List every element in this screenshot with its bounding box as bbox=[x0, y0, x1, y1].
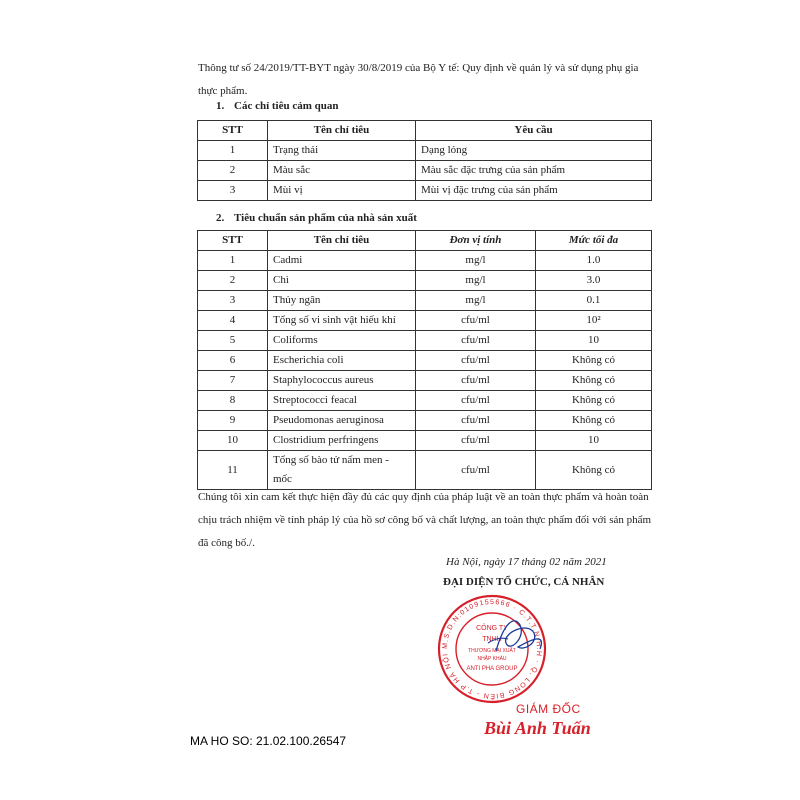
table-cell: 2 bbox=[198, 271, 268, 291]
table-cell: Tổng số vi sinh vật hiếu khí bbox=[268, 311, 416, 331]
table-cell: 10 bbox=[536, 431, 652, 451]
table-cell: 1 bbox=[198, 141, 268, 161]
table-row bbox=[198, 271, 652, 291]
table-cell: Clostridium perfringens bbox=[268, 431, 416, 451]
table-cell: Màu sắc bbox=[268, 161, 416, 181]
table-cell: Không có bbox=[536, 371, 652, 391]
sensory-table bbox=[197, 120, 652, 201]
table-cell: Staphylococcus aureus bbox=[268, 371, 416, 391]
table-cell: Không có bbox=[536, 351, 652, 371]
table-cell: cfu/ml bbox=[416, 371, 536, 391]
table-cell: Không có bbox=[536, 411, 652, 431]
table-cell: cfu/ml bbox=[416, 351, 536, 371]
table-cell: Mùi vị bbox=[268, 181, 416, 201]
table-cell: 10 bbox=[198, 431, 268, 451]
table-row bbox=[198, 351, 652, 371]
table-cell: Dạng lỏng bbox=[416, 141, 652, 161]
table-cell: 10² bbox=[536, 311, 652, 331]
table-cell: Streptococci feacal bbox=[268, 391, 416, 411]
standards-table bbox=[197, 230, 652, 490]
table-row bbox=[198, 371, 652, 391]
table-cell: Tổng số bào tử nấm men - mốc bbox=[268, 451, 416, 490]
table-row bbox=[198, 411, 652, 431]
table-row bbox=[198, 251, 652, 271]
table-cell: 1.0 bbox=[536, 251, 652, 271]
table-cell: Không có bbox=[536, 391, 652, 411]
table-cell: Không có bbox=[536, 451, 652, 490]
signer-title: GIÁM ĐỐC bbox=[516, 702, 581, 716]
table-cell: cfu/ml bbox=[416, 311, 536, 331]
header-cell: STT bbox=[198, 121, 268, 141]
table-cell: Cadmi bbox=[268, 251, 416, 271]
section1-number: 1. bbox=[216, 100, 225, 112]
svg-text:THƯƠNG MẠI XUẤT: THƯƠNG MẠI XUẤT bbox=[468, 648, 516, 654]
table-row bbox=[198, 141, 652, 161]
table-cell: mg/l bbox=[416, 271, 536, 291]
table-row bbox=[198, 291, 652, 311]
svg-text:TNHH: TNHH bbox=[482, 636, 502, 643]
table-row bbox=[198, 331, 652, 351]
table-cell: 1 bbox=[198, 251, 268, 271]
table-cell: 8 bbox=[198, 391, 268, 411]
table-cell: Thủy ngân bbox=[268, 291, 416, 311]
table-cell: 10 bbox=[536, 331, 652, 351]
table-cell: Màu sắc đặc trưng của sản phẩm bbox=[416, 161, 652, 181]
header-cell: Đơn vị tính bbox=[416, 231, 536, 251]
section2-heading bbox=[216, 212, 417, 224]
table-cell: cfu/ml bbox=[416, 411, 536, 431]
svg-text:ANTI PHA GROUP: ANTI PHA GROUP bbox=[466, 666, 518, 672]
header-cell: Mức tối đa bbox=[536, 231, 652, 251]
table-cell: Mùi vị đặc trưng của sản phẩm bbox=[416, 181, 652, 201]
table-cell: 3 bbox=[198, 181, 268, 201]
date-line: Hà Nội, ngày 17 tháng 02 năm 2021 bbox=[446, 556, 607, 568]
commitment-paragraph: Chúng tôi xin cam kết thực hiện đầy đủ các quy định của pháp luật về an toàn thực phẩm và hoàn toàn chịu trách nhiệm về tính pháp lý của hồ sơ công bố và chất lượng, an toàn thực phẩm đối với sản phẩm đã công bố./. bbox=[198, 491, 652, 549]
table-cell: 2 bbox=[198, 161, 268, 181]
table-row bbox=[198, 181, 652, 201]
table-row bbox=[198, 431, 652, 451]
table-cell: Escherichia coli bbox=[268, 351, 416, 371]
table-cell: cfu/ml bbox=[416, 431, 536, 451]
header-cell: STT bbox=[198, 231, 268, 251]
section1-title: Các chỉ tiêu cảm quan bbox=[234, 100, 339, 112]
header-cell: Tên chỉ tiêu bbox=[268, 231, 416, 251]
table-row bbox=[198, 311, 652, 331]
signer-name: Bùi Anh Tuấn bbox=[484, 718, 591, 738]
svg-text:NHẬP KHẨU: NHẬP KHẨU bbox=[477, 656, 507, 662]
table-row bbox=[198, 451, 652, 490]
table-cell: Coliforms bbox=[268, 331, 416, 351]
table-cell: cfu/ml bbox=[416, 391, 536, 411]
table-cell: 5 bbox=[198, 331, 268, 351]
table-cell: 6 bbox=[198, 351, 268, 371]
record-code: MA HO SO: 21.02.100.26547 bbox=[190, 734, 347, 748]
table-cell: Chì bbox=[268, 271, 416, 291]
table-cell: cfu/ml bbox=[416, 451, 536, 490]
table-row bbox=[198, 161, 652, 181]
table-header-row bbox=[198, 121, 652, 141]
table-cell: 4 bbox=[198, 311, 268, 331]
table-cell: mg/l bbox=[416, 291, 536, 311]
table-row bbox=[198, 391, 652, 411]
company-stamp-seal bbox=[436, 593, 548, 705]
table-cell: 0.1 bbox=[536, 291, 652, 311]
table-cell: 7 bbox=[198, 371, 268, 391]
table-header-row bbox=[198, 231, 652, 251]
svg-text:M.S.D.N:0109155666 · C.T.T.N.H: M.S.D.N:0109155666 · C.T.T.N.H.H · Q. LONG BIÊN - T.P HÀ NỘI bbox=[441, 598, 543, 700]
section1-heading bbox=[216, 100, 339, 112]
table-cell: 9 bbox=[198, 411, 268, 431]
header-cell: Tên chỉ tiêu bbox=[268, 121, 416, 141]
table-cell: Trạng thái bbox=[268, 141, 416, 161]
table-cell: mg/l bbox=[416, 251, 536, 271]
table-cell: Pseudomonas aeruginosa bbox=[268, 411, 416, 431]
representative-label: ĐẠI DIỆN TỔ CHỨC, CÁ NHÂN bbox=[443, 576, 605, 588]
header-cell: Yêu cầu bbox=[416, 121, 652, 141]
section2-number: 2. bbox=[216, 212, 225, 224]
table-cell: 3 bbox=[198, 291, 268, 311]
table-cell: cfu/ml bbox=[416, 331, 536, 351]
table-cell: 3.0 bbox=[536, 271, 652, 291]
table-cell: 11 bbox=[198, 451, 268, 490]
svg-text:CÔNG TY: CÔNG TY bbox=[476, 625, 508, 632]
section2-title: Tiêu chuẩn sản phẩm của nhà sản xuất bbox=[234, 212, 417, 224]
intro-paragraph: Thông tư số 24/2019/TT-BYT ngày 30/8/2019 của Bộ Y tế: Quy định về quản lý và sử dụng phụ gia thực phẩm. bbox=[198, 62, 639, 97]
